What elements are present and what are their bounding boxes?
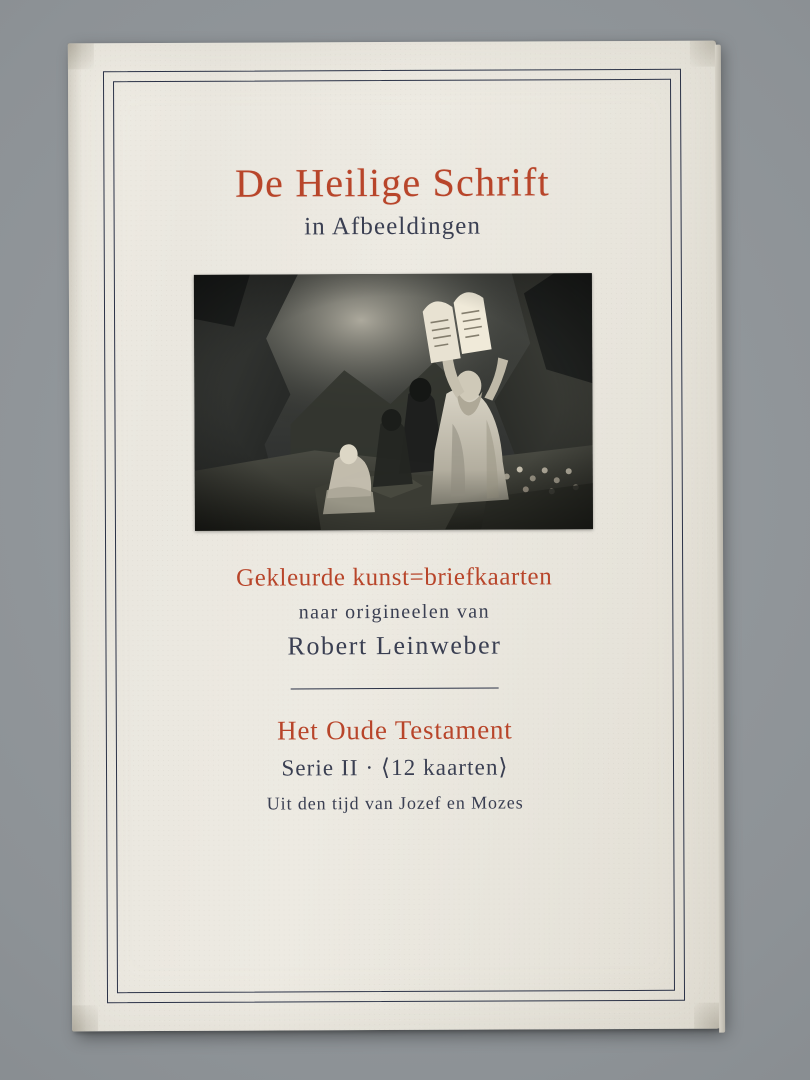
- corner-wear-top-left: [68, 43, 94, 69]
- section-divider: [291, 688, 499, 690]
- artist-name: Robert Leinweber: [287, 630, 502, 661]
- corner-wear-top-right: [690, 41, 716, 67]
- page-title: De Heilige Schrift: [234, 159, 550, 206]
- moses-tablets-illustration: [194, 273, 593, 531]
- section-title: Het Oude Testament: [277, 714, 513, 746]
- corner-wear-bottom-left: [72, 1005, 98, 1031]
- page-subtitle: in Afbeeldingen: [304, 212, 482, 241]
- illustration-container: [194, 273, 593, 531]
- series-note: Uit den tijd van Jozef en Mozes: [266, 792, 524, 814]
- booklet-cover: [68, 41, 720, 1032]
- cover-content: [128, 161, 659, 815]
- series-label: Serie II · ⟨12 kaarten⟩: [281, 754, 509, 781]
- product-caption: Gekleurde kunst=briefkaarten: [236, 563, 553, 592]
- corner-wear-bottom-right: [694, 1003, 720, 1029]
- after-originals-caption: naar origineelen van: [298, 600, 491, 624]
